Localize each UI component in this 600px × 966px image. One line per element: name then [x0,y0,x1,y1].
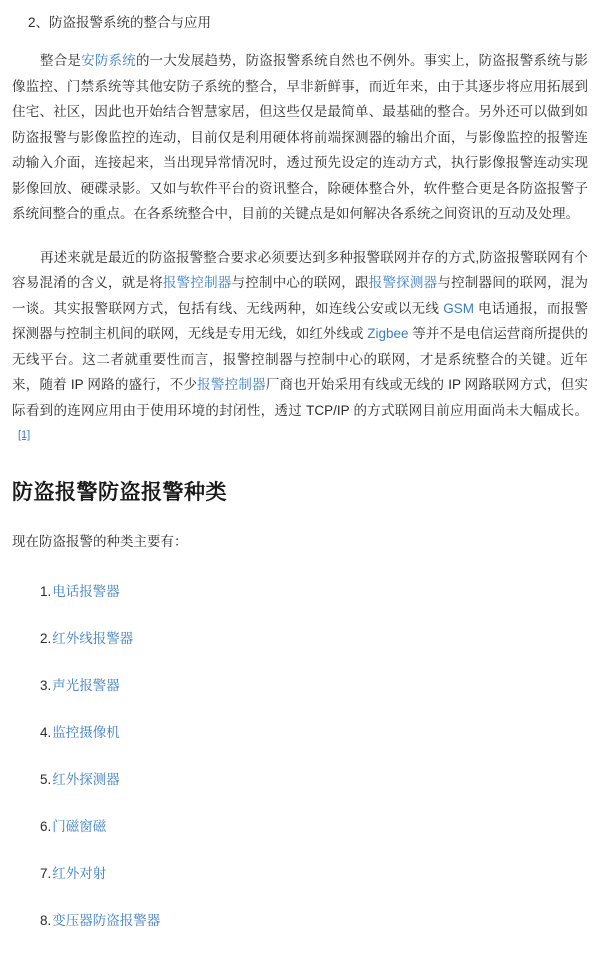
paragraph-text: 等并不是电信运营商所提供的无线平台。这二者就重要性而言，报警控制器与控制中心的联网，才是系统整合的关键。近年来，随着 IP 网路的盛行，不少 [12,326,588,392]
kinds-list [12,580,588,933]
list-item-number: 4. [40,725,52,740]
list-item [40,627,588,651]
list-item [40,768,588,792]
kinds-lead-text: 现在防盗报警的种类主要有： [12,534,188,549]
list-item-link[interactable]: 红外对射 [52,866,107,881]
list-item-number: 6. [40,819,52,834]
paragraph-text: 再述来就是最近的防盗报警整合要求必须要达到多种报警联网并存的方式,防盗报警联网有个容易混淆的含义，就是将 [12,249,588,290]
list-item-link[interactable]: 声光报警器 [52,678,120,693]
list-item-number: 7. [40,866,52,881]
list-item-link[interactable]: 红外探测器 [52,772,120,787]
paragraph-text: 电话通报，而报警探测器与控制主机间的联网，无线是专用无线，如红外线或 [12,300,588,341]
list-item [40,815,588,839]
paragraph-text: 厂商也开始采用有线或无线的 IP 网路联网方式，但实际看到的连网应用由于使用环境的封闭性，透过 TCP/IP 的方式联网目前应用面尚未大幅成长。 [12,377,589,418]
list-item-number: 8. [40,913,52,928]
paragraph-integration [12,48,588,227]
list-item-link[interactable]: 监控摄像机 [52,725,120,740]
inline-link[interactable]: 报警控制器 [197,377,266,392]
inline-link[interactable]: GSM [443,300,474,316]
section-heading: 2、防盗报警系统的整合与应用 [28,15,212,30]
list-item [40,721,588,745]
paragraph-text: 的一大发展趋势，防盗报警系统自然也不例外。事实上，防盗报警系统与影像监控、门禁系统等其他安防子系统的整合，早非新鲜事，而近年来，由于其逐步将应用拓展到住宅、社区，因此也开始结合智慧家居，但这些仅是最简单、最基础的整合。另外还可以做到如防盗报警与影像监控的连动，目前仅是利用硬体将前端探测器的输出介面，与影像监控的报警连动输入介面，连接起来，当出现异常情况时，透过预先设定的连动方式，执行影像报警连动实现影像回放、硬碟录影。又如与软件平台的资讯整合，除硬体整合外，软件整合更是各防盗报警子系统间整合的重点。在各系统整合中，目前的关键点是如何解决各系统之间资讯的互动及处理。 [12,53,589,221]
list-item-number: 2. [40,631,52,646]
inline-link[interactable]: 安防系统 [81,53,136,68]
list-item [40,674,588,698]
list-item-link[interactable]: 门磁窗磁 [52,819,107,834]
list-item [40,862,588,886]
list-item-link[interactable]: 电话报警器 [52,584,120,599]
inline-link[interactable]: Zigbee [367,326,409,341]
page-title-kinds: 防盗报警防盗报警种类 [12,481,227,504]
list-item [40,909,588,933]
paragraph-text: 与控制器间的联网，混为一谈。其实报警联网方式，包括有线、无线两种，如连线公安或以无线 [12,275,589,316]
reference-marker[interactable]: [1] [18,429,31,441]
paragraph-networking [12,245,588,453]
list-item-link[interactable]: 变压器防盗报警器 [52,913,161,928]
paragraph-text: 整合是 [40,53,82,68]
list-item-link[interactable]: 红外线报警器 [52,631,134,646]
list-item-number: 5. [40,772,52,787]
list-item-number: 1. [40,584,52,599]
inline-link[interactable]: 报警控制器 [162,275,232,290]
inline-link[interactable]: 报警探测器 [368,275,438,290]
list-item-number: 3. [40,678,52,693]
list-item [40,580,588,604]
paragraph-text: 与控制中心的联网，跟 [231,275,369,290]
